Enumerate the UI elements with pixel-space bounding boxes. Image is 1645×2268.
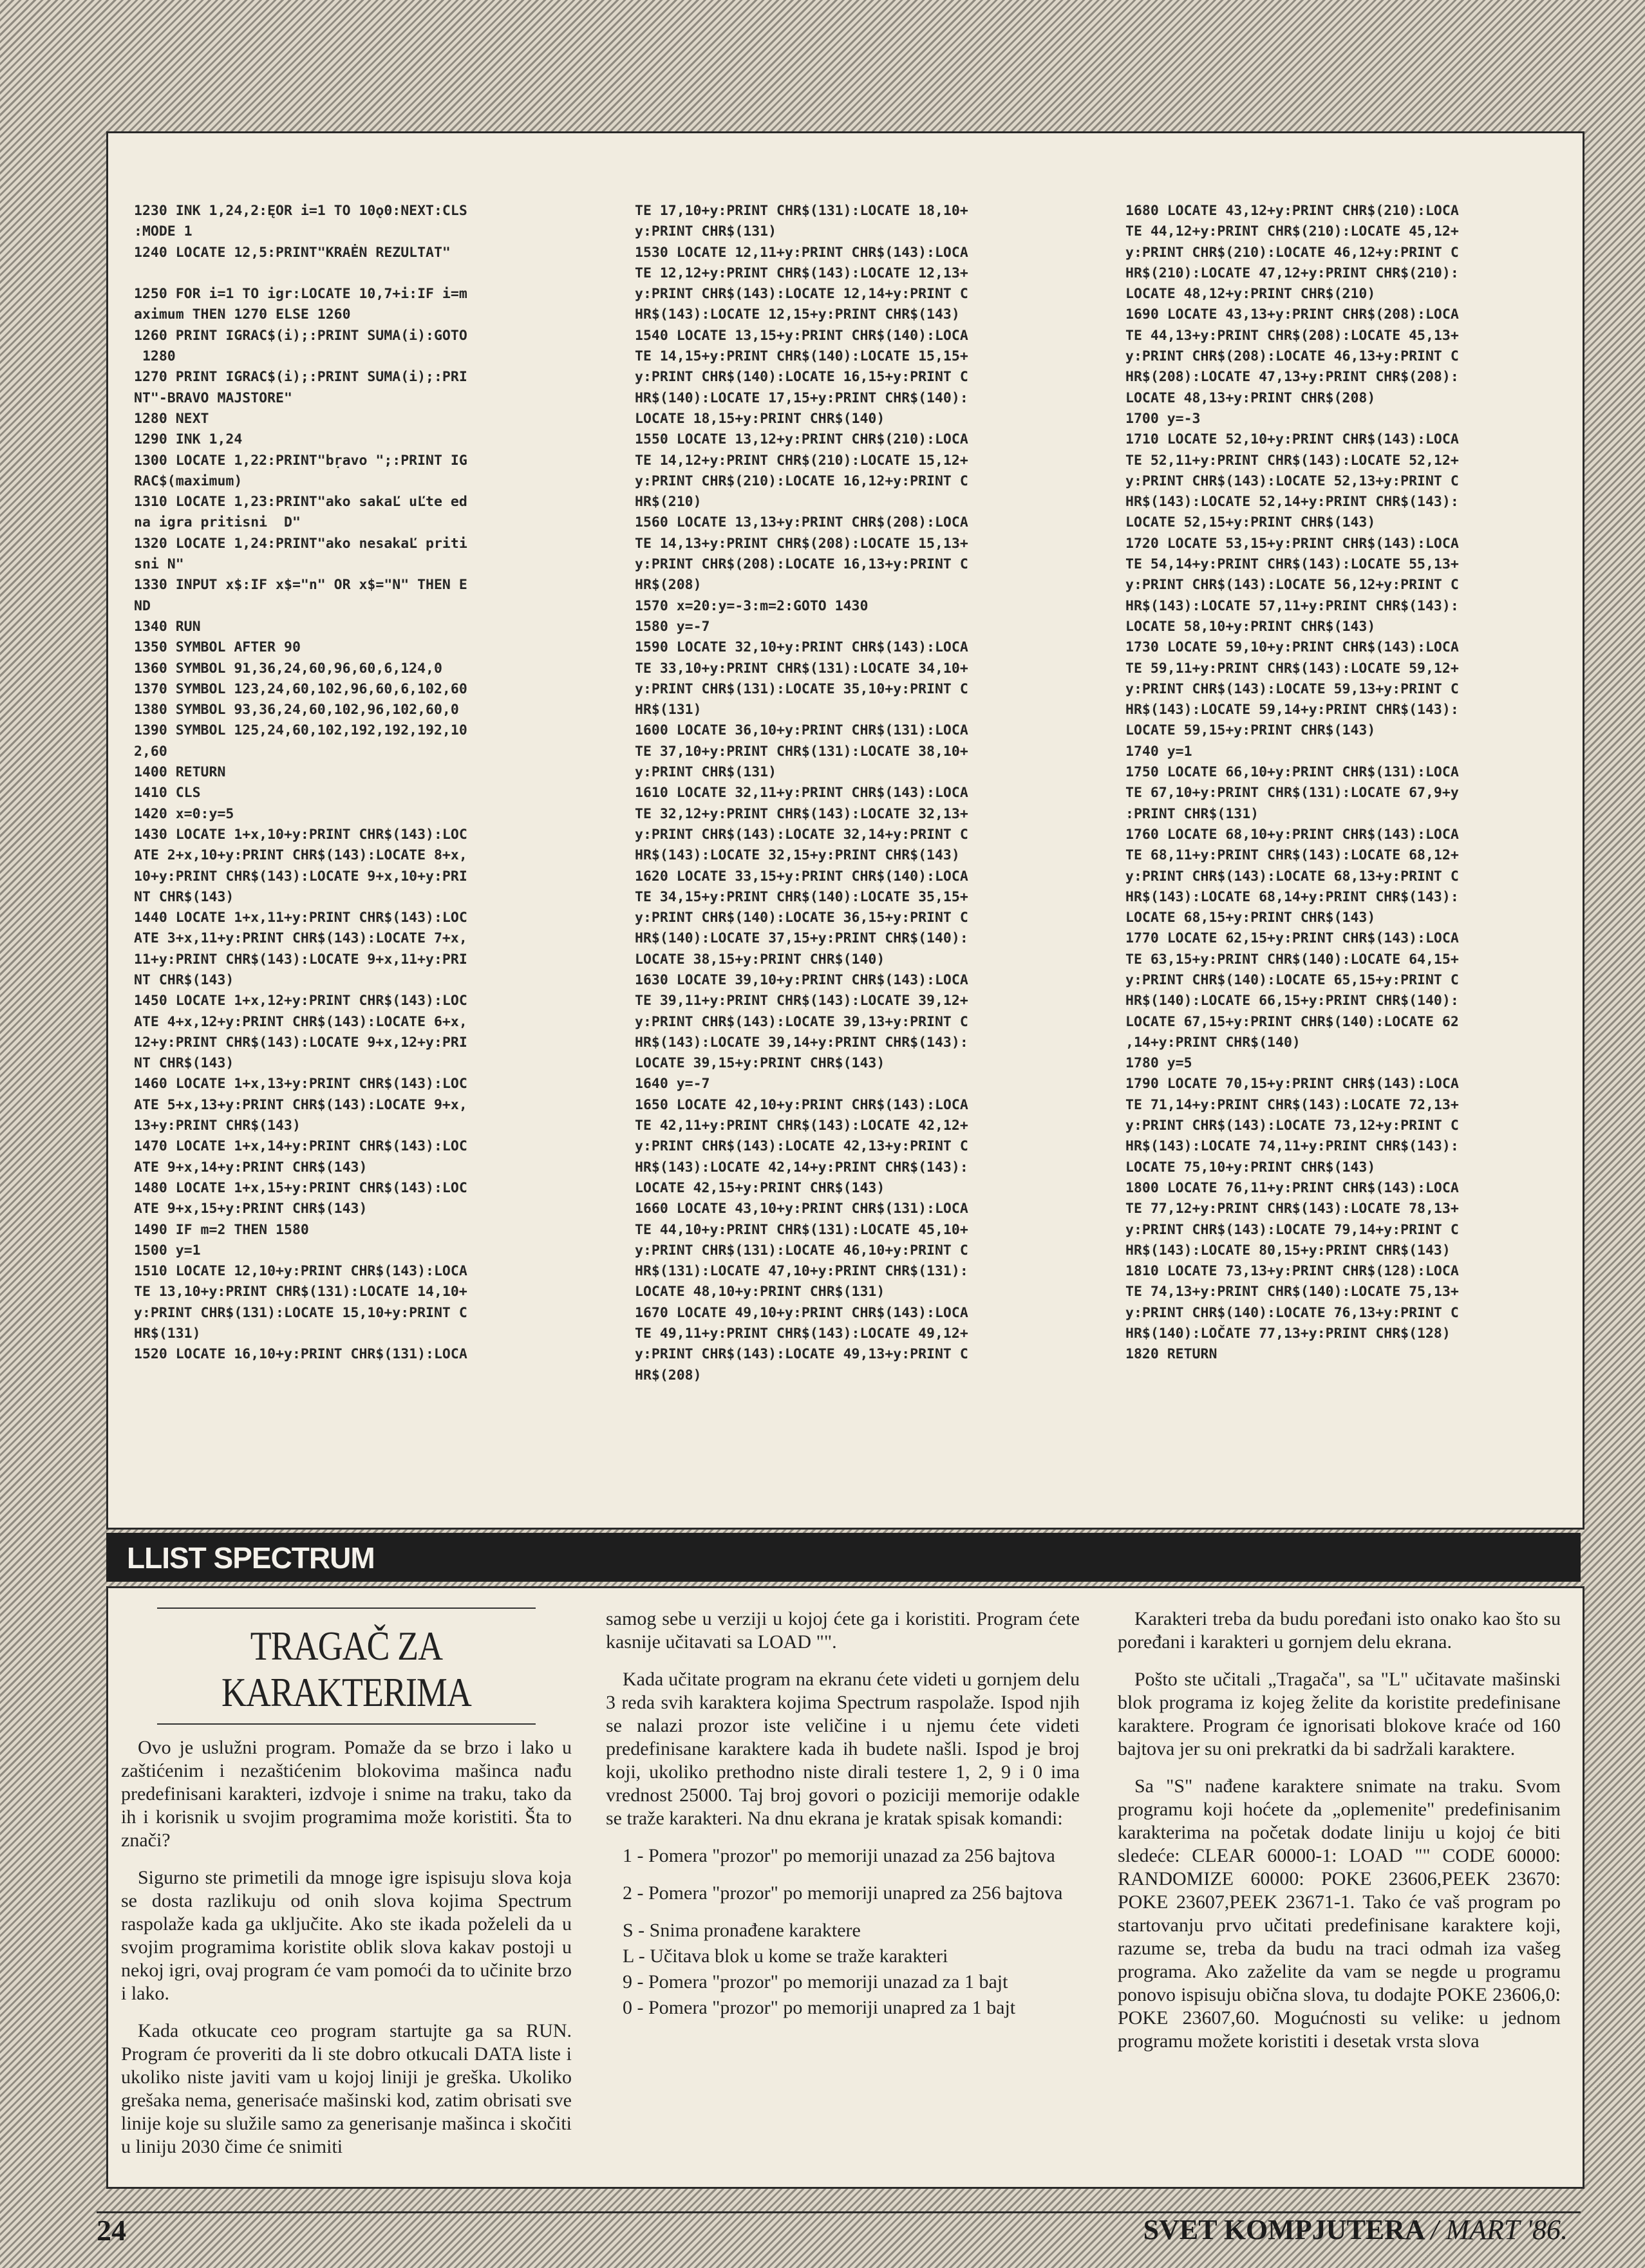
program-listing-panel [106,131,1584,1530]
section-header-bar [106,1533,1581,1582]
command-item: L - Učitava blok u kome se traže karakteri [623,1945,948,1967]
command-item: 1 - Pomera "prozor" po memoriji unazad za 256 bajtova [623,1845,1055,1866]
listing-column-3: 1680 LOCATE 43,12+y:PRINT CHR$(210):LOCA TE 44,12+y:PRINT CHR$(210):LOCATE 45,12+ y:PRINT CHR$(210):LOCATE 46,12+y:PRINT C HR$(210):LOCATE 47,12+y:PRINT CHR$(210): LOCATE 48,12+y:PRINT CHR$(210) 1690 LOCATE 43,13+y:PRINT CHR$(208):LOCA TE 44,13+y:PRINT CHR$(208):LOCATE 45,13+ y:PRINT CHR$(208):LOCATE 46,13+y:PRINT C HR$(208):LOCATE 47,13+y:PRINT CHR$(208): LOCATE 48,13+y:PRINT CHR$(208) 1700 y=-3 1710 LOCATE 52,10+y:PRINT CHR$(143):LOCA TE 52,11+y:PRINT CHR$(143):LOCATE 52,12+ y:PRINT CHR$(143):LOCATE 52,13+y:PRINT C HR$(143):LOCATE 52,14+y:PRINT CHR$(143): LOCATE 52,15+y:PRINT CHR$(143) 1720 LOCATE 53,15+y:PRINT CHR$(143):LOCA TE 54,14+y:PRINT CHR$(143):LOCATE 55,13+ y:PRINT CHR$(143):LOCATE 56,12+y:PRINT C HR$(143):LOCATE 57,11+y:PRINT CHR$(143): LOCATE 58,10+y:PRINT CHR$(143) 1730 LOCATE 59,10+y:PRINT CHR$(143):LOCA TE 59,11+y:PRINT CHR$(143):LOCATE 59,12+ y:PRINT CHR$(143):LOCATE 59,13+y:PRINT C HR$(143):LOCATE 59,14+y:PRINT CHR$(143): LOCATE 59,15+y:PRINT CHR$(143) 1740 y=1 1750 LOCATE 66,10+y:PRINT CHR$(131):LOCA TE 67,10+y:PRINT CHR$(131):LOCATE 67,9+y :PRINT CHR$(131) 1760 LOCATE 68,10+y:PRINT CHR$(143):LOCA TE 68,11+y:PRINT CHR$(143):LOCATE 68,12+ y:PRINT CHR$(143):LOCATE 68,13+y:PRINT C HR$(143):LOCATE 68,14+y:PRINT CHR$(143): LOCATE 68,15+y:PRINT CHR$(143) 1770 LOCATE 62,15+y:PRINT CHR$(143):LOCA TE 63,15+y:PRINT CHR$(140):LOCATE 64,15+ y:PRINT CHR$(140):LOCATE 65,15+y:PRINT C HR$(140):LOCATE 66,15+y:PRINT CHR$(140): LOCATE 67,15+y:PRINT CHR$(140):LOCATE 62 ,14+y:PRINT CHR$(140) 1780 y=5 1790 LOCATE 70,15+y:PRINT CHR$(143):LOCA TE 71,14+y:PRINT CHR$(143):LOCATE 72,13+ y:PRINT CHR$(143):LOCATE 73,12+y:PRINT C HR$(143):LOCATE 74,11+y:PRINT CHR$(143): LOCATE 75,10+y:PRINT CHR$(143) 1800 LOCATE 76,11+y:PRINT CHR$(143):LOCA TE 77,12+y:PRINT CHR$(143):LOCATE 78,13+ y:PRINT CHR$(143):LOCATE 79,14+y:PRINT C HR$(143):LOCATE 80,15+y:PRINT CHR$(143) 1810 LOCATE 73,13+y:PRINT CHR$(128):LOCA TE 74,13+y:PRINT CHR$(140):LOCATE 75,13+ y:PRINT CHR$(140):LOCATE 76,13+y:PRINT C HR$(140):LOČATE 77,13+y:PRINT CHR$(128) 1820 RETURN [1125,203,1459,1363]
page-footer [97,2211,1581,2252]
article-column-2 [606,1607,1080,2034]
command-item: S - Snima pronađene karaktere [623,1920,861,1941]
article-paragraph: Pošto ste učitali „Tragača", sa "L" učitavate mašinski blok programa iz kojeg želite da koristite predefinisane karaktere. Program će ignorisati blokove kraće od 160 bajtova jer su oni prekratki da bi sadržali karaktere. [1118,1669,1561,1759]
listing-column-1: 1230 INK 1,24,2:ĘOR i=1 TO 10ǫ0:NEXT:CLS :MODE 1 1240 LOCATE 12,5:PRINT"KRAĖN REZULTAT" 1250 FOR i=1 TO igr:LOCATE 10,7+i:IF i=m aximum THEN 1270 ELSE 1260 1260 PRINT IGRAC$(i);:PRINT SUMA(i):GOTO 1280 1270 PRINT IGRAC$(i);:PRINT SUMA(i);:PRI NT"-BRAVO MAJSTORE" 1280 NEXT 1290 INK 1,24 1300 LOCATE 1,22:PRINT"bṛavo ";:PRINT IG RAC$(maximum) 1310 LOCATE 1,23:PRINT"ako sakaĽ uĽte ed na igra pritisni D" 1320 LOCATE 1,24:PRINT"ako nesakaĽ priti sni N" 1330 INPUT x$:IF x$="n" OR x$="N" THEN E ND 1340 RUN 1350 SYMBOL AFTER 90 1360 SYMBOL 91,36,24,60,96,60,6,124,0 1370 SYMBOL 123,24,60,102,96,60,6,102,60 1380 SYMBOL 93,36,24,60,102,96,102,60,0 1390 SYMBOL 125,24,60,102,192,192,192,10 2,60 1400 RETURN 1410 CLS 1420 x=0:y=5 1430 LOCATE 1+x,10+y:PRINT CHR$(143):LOC ATE 2+x,10+y:PRINT CHR$(143):LOCATE 8+x, 10+y:PRINT CHR$(143):LOCATE 9+x,10+y:PRI NT CHR$(143) 1440 LOCATE 1+x,11+y:PRINT CHR$(143):LOC ATE 3+x,11+y:PRINT CHR$(143):LOCATE 7+x, 11+y:PRINT CHR$(143):LOCATE 9+x,11+y:PRI NT CHR$(143) 1450 LOCATE 1+x,12+y:PRINT CHR$(143):LOC ATE 4+x,12+y:PRINT CHR$(143):LOCATE 6+x, 12+y:PRINT CHR$(143):LOCATE 9+x,12+y:PRI NT CHR$(143) 1460 LOCATE 1+x,13+y:PRINT CHR$(143):LOC ATE 5+x,13+y:PRINT CHR$(143):LOCATE 9+x, 13+y:PRINT CHR$(143) 1470 LOCATE 1+x,14+y:PRINT CHR$(143):LOC ATE 9+x,14+y:PRINT CHR$(143) 1480 LOCATE 1+x,15+y:PRINT CHR$(143):LOC ATE 9+x,15+y:PRINT CHR$(143) 1490 IF m=2 THEN 1580 1500 y=1 1510 LOCATE 12,10+y:PRINT CHR$(143):LOCA TE 13,10+y:PRINT CHR$(131):LOCATE 14,10+ y:PRINT CHR$(131):LOCATE 15,10+y:PRINT C HR$(131) 1520 LOCATE 16,10+y:PRINT CHR$(131):LOCA [134,203,467,1363]
section-title: LLIST SPECTRUM [127,1541,375,1575]
page-number: 24 [97,2214,126,2247]
article-column-3 [1118,1607,1561,2067]
article-paragraph: samog sebe u verziji u kojoj ćete ga i koristiti. Program ćete kasnije učitavati sa LOAD "". [606,1608,1080,1653]
command-item: 2 - Pomera "prozor" po memoriji unapred za 256 bajtova [623,1882,1063,1904]
magazine-title: SVET KOMPJUTERA [1143,2214,1424,2245]
article-column-1 [121,1607,572,2173]
article-paragraph: Ovo je uslužni program. Pomaže da se brzo i lako u zaštićenim i nezaštićenim blokovima mašinca nađu predefinisani karakteri, izdvoje i snime na traku, tako da ih i korisnik u svojim programima može koristiti. Šta to znači? [121,1737,572,1851]
article-paragraph: Kada otkucate ceo program startujte ga sa RUN. Program će proveriti da li ste dobro otkucali DATA liste i ukoliko niste javiti vam u kojoj liniji je greška. Ukoliko grešaka nema, generisaće mašinski kod, zatim obrisati sve linije koje su služile samo za generisanje mašinca i skočiti u liniju 2030 čime će snimiti [121,2020,572,2157]
article-paragraph: Kada učitate program na ekranu ćete videti u gornjem delu 3 reda svih karaktera kojima Spectrum raspolaže. Ispod njih se nalazi prozor iste veličine i u njemu ćete videti predefinisane karaktere kada ih budete našli. Ispod je broj koji, ukoliko prethodno niste dirali testere 1, 2, 9 i 0 ima vrednost 25000. Taj broj govori o poziciji memorije odakle se traže karakteri. Na dnu ekrana je kratak spisak komandi: [606,1669,1080,1829]
command-item: 9 - Pomera "prozor" po memoriji unazad za 1 bajt [623,1971,1008,1992]
article-panel [106,1586,1584,2189]
article-paragraph: Sa "S" nađene karaktere snimate na traku. Svom programu koji hoćete da „oplemenite" predefinisanim karakterima na početak dodate liniju u kojoj će biti sledeće: CLEAR 60000-1: LOAD "" CODE 60000: RANDOMIZE 60000: POKE 23606,PEEK 23670: POKE 23607,PEEK 23671-1. Tako će vaš program po startovanju prvo učitati predefinisane karaktere koji, razume se, treba da budu na traci odmah iza vašeg programa. Ako zaželite da vam se negde u programu ponovo ispisuju obična slova, tu dodajte POKE 23606,0: POKE 23607,60. Mogućnosti su velike: u jednom programu možete koristiti i desetak vrsta slova [1118,1776,1561,2052]
article-title: TRAGAČ ZA KARAKTERIMA [157,1607,536,1725]
article-paragraph: Karakteri treba da budu poređani isto onako kao što su poređani i karakteri u gornjem delu ekrana. [1118,1608,1561,1653]
article-paragraph: Sigurno ste primetili da mnoge igre ispisuju slova koja se dosta razlikuju od onih slova kojima Spectrum raspolaže kada ga uključite. Ako ste ikada poželeli da u svojim programima koristite oblik slova kakav postoji u nekoj igri, ovaj program će vam pomoći da to učinite brzo i lako. [121,1867,572,2004]
listing-column-2: TE 17,10+y:PRINT CHR$(131):LOCATE 18,10+ y:PRINT CHR$(131) 1530 LOCATE 12,11+y:PRINT CHR$(143):LOCA TE 12,12+y:PRINT CHR$(143):LOCATE 12,13+ y:PRINT CHR$(143):LOCATE 12,14+y:PRINT C HR$(143):LOCATE 12,15+y:PRINT CHR$(143) 1540 LOCATE 13,15+y:PRINT CHR$(140):LOCA TE 14,15+y:PRINT CHR$(140):LOCATE 15,15+ y:PRINT CHR$(140):LOCATE 16,15+y:PRINT C HR$(140):LOCATE 17,15+y:PRINT CHR$(140): LOCATE 18,15+y:PRINT CHR$(140) 1550 LOCATE 13,12+y:PRINT CHR$(210):LOCA TE 14,12+y:PRINT CHR$(210):LOCATE 15,12+ y:PRINT CHR$(210):LOCATE 16,12+y:PRINT C HR$(210) 1560 LOCATE 13,13+y:PRINT CHR$(208):LOCA TE 14,13+y:PRINT CHR$(208):LOCATE 15,13+ y:PRINT CHR$(208):LOCATE 16,13+y:PRINT C HR$(208) 1570 x=20:y=-3:m=2:GOTO 1430 1580 y=-7 1590 LOCATE 32,10+y:PRINT CHR$(143):LOCA TE 33,10+y:PRINT CHR$(131):LOCATE 34,10+ y:PRINT CHR$(131):LOCATE 35,10+y:PRINT C HR$(131) 1600 LOCATE 36,10+y:PRINT CHR$(131):LOCA TE 37,10+y:PRINT CHR$(131):LOCATE 38,10+ y:PRINT CHR$(131) 1610 LOCATE 32,11+y:PRINT CHR$(143):LOCA TE 32,12+y:PRINT CHR$(143):LOCATE 32,13+ y:PRINT CHR$(143):LOCATE 32,14+y:PRINT C HR$(143):LOCATE 32,15+y:PRINT CHR$(143) 1620 LOCATE 33,15+y:PRINT CHR$(140):LOCA TE 34,15+y:PRINT CHR$(140):LOCATE 35,15+ y:PRINT CHR$(140):LOCATE 36,15+y:PRINT C HR$(140):LOCATE 37,15+y:PRINT CHR$(140): LOCATE 38,15+y:PRINT CHR$(140) 1630 LOCATE 39,10+y:PRINT CHR$(143):LOCA TE 39,11+y:PRINT CHR$(143):LOCATE 39,12+ y:PRINT CHR$(143):LOCATE 39,13+y:PRINT C HR$(143):LOCATE 39,14+y:PRINT CHR$(143): LOCATE 39,15+y:PRINT CHR$(143) 1640 y=-7 1650 LOCATE 42,10+y:PRINT CHR$(143):LOCA TE 42,11+y:PRINT CHR$(143):LOCATE 42,12+ y:PRINT CHR$(143):LOCATE 42,13+y:PRINT C HR$(143):LOCATE 42,14+y:PRINT CHR$(143): LOCATE 42,15+y:PRINT CHR$(143) 1660 LOCATE 43,10+y:PRINT CHR$(131):LOCA TE 44,10+y:PRINT CHR$(131):LOCATE 45,10+ y:PRINT CHR$(131):LOCATE 46,10+y:PRINT C HR$(131):LOCATE 47,10+y:PRINT CHR$(131): LOCATE 48,10+y:PRINT CHR$(131) 1670 LOCATE 49,10+y:PRINT CHR$(143):LOCA TE 49,11+y:PRINT CHR$(143):LOCATE 49,12+ y:PRINT CHR$(143):LOCATE 49,13+y:PRINT C HR$(208) [635,203,968,1383]
command-item: 0 - Pomera "prozor" po memoriji unapred za 1 bajt [623,1997,1016,2018]
magazine-name [1143,2213,1568,2246]
issue-date: / MART '86. [1431,2214,1568,2245]
